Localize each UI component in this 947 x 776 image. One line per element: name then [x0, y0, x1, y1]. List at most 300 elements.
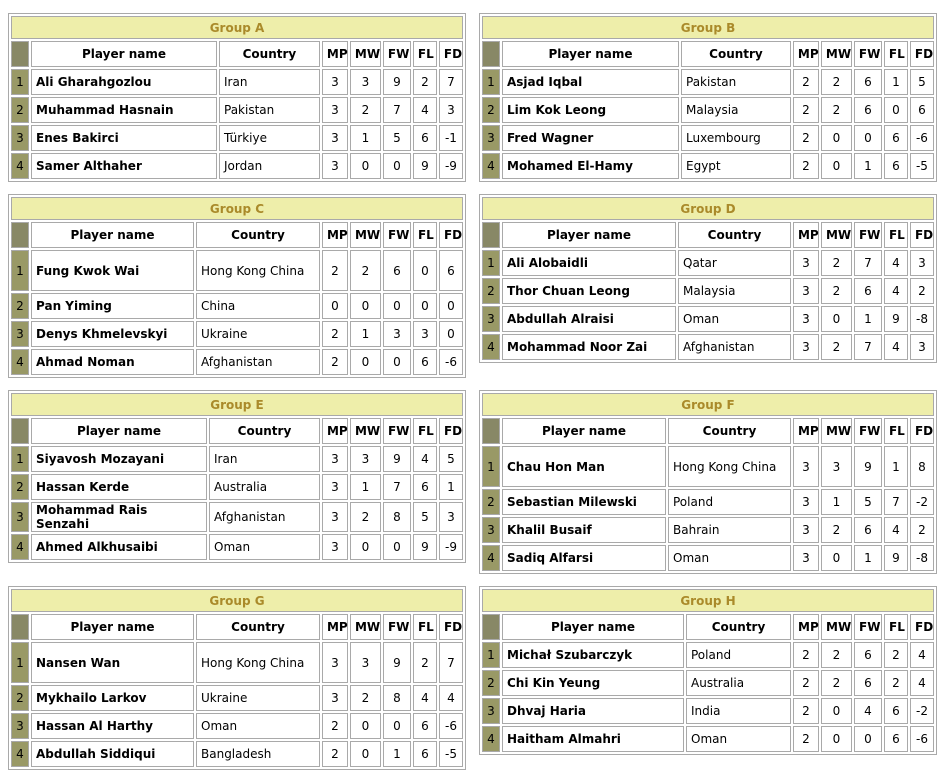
fw-cell: 7	[383, 474, 411, 500]
fw-cell: 0	[383, 293, 411, 319]
rank-cell: 2	[482, 489, 500, 515]
table-row	[482, 97, 934, 123]
mw-cell: 0	[350, 153, 381, 179]
fl-cell: 2	[884, 670, 908, 696]
standings-group-g	[8, 586, 466, 770]
mp-cell: 3	[322, 97, 348, 123]
table-row	[482, 446, 934, 487]
fd-header: FD	[910, 418, 934, 444]
player-name-header: Player name	[502, 614, 684, 640]
player-name-cell: Ali Gharahgozlou	[31, 69, 217, 95]
rank-cell: 4	[482, 153, 500, 179]
fw-cell: 0	[383, 534, 411, 560]
fw-cell: 6	[383, 250, 411, 291]
player-name-header: Player name	[31, 41, 217, 67]
fd-cell: 7	[439, 642, 463, 683]
player-name-cell: Lim Kok Leong	[502, 97, 679, 123]
rank-cell: 2	[482, 97, 500, 123]
fw-cell: 0	[383, 153, 411, 179]
country-header: Country	[196, 614, 320, 640]
player-name-cell: Dhvaj Haria	[502, 698, 684, 724]
mw-cell: 2	[821, 517, 852, 543]
fl-cell: 4	[413, 446, 437, 472]
mp-cell: 3	[322, 69, 348, 95]
mw-cell: 2	[821, 250, 852, 276]
fl-cell: 1	[884, 69, 908, 95]
country-header: Country	[668, 418, 791, 444]
fw-cell: 1	[854, 306, 882, 332]
mw-header: MW	[821, 614, 852, 640]
fw-cell: 9	[854, 446, 882, 487]
mw-cell: 2	[821, 69, 852, 95]
country-cell: Oman	[686, 726, 791, 752]
mp-header: MP	[322, 418, 348, 444]
country-cell: Qatar	[678, 250, 791, 276]
mp-cell: 3	[322, 642, 348, 683]
fd-cell: 0	[439, 293, 463, 319]
mw-cell: 0	[350, 293, 381, 319]
player-name-cell: Samer Althaher	[31, 153, 217, 179]
table-row	[11, 349, 463, 375]
standings-group-e	[8, 390, 466, 563]
mw-header: MW	[821, 418, 852, 444]
rank-header	[482, 41, 500, 67]
mw-cell: 2	[350, 502, 381, 532]
mp-header: MP	[793, 222, 819, 248]
mp-cell: 3	[322, 153, 348, 179]
fw-cell: 5	[383, 125, 411, 151]
country-cell: Jordan	[219, 153, 320, 179]
country-cell: Malaysia	[681, 97, 791, 123]
mw-cell: 0	[350, 534, 381, 560]
fd-cell: -6	[439, 713, 463, 739]
table-row	[11, 741, 463, 767]
mp-cell: 2	[322, 713, 348, 739]
mp-cell: 2	[793, 726, 819, 752]
mw-cell: 2	[350, 685, 381, 711]
fl-header: FL	[884, 614, 908, 640]
fl-cell: 9	[413, 534, 437, 560]
fd-cell: -6	[910, 125, 934, 151]
mp-header: MP	[793, 614, 819, 640]
rank-cell: 3	[11, 125, 29, 151]
fd-cell: 6	[439, 250, 463, 291]
table-row	[11, 97, 463, 123]
mp-cell: 2	[793, 97, 819, 123]
rank-cell: 1	[11, 642, 29, 683]
player-name-cell: Sadiq Alfarsi	[502, 545, 666, 571]
fl-cell: 6	[884, 726, 908, 752]
fd-cell: -6	[439, 349, 463, 375]
fw-cell: 0	[383, 349, 411, 375]
rank-header	[482, 418, 500, 444]
fd-cell: -2	[910, 489, 934, 515]
standings-group-c	[8, 194, 466, 378]
mp-header: MP	[793, 418, 819, 444]
mp-cell: 2	[322, 741, 348, 767]
fl-cell: 6	[413, 741, 437, 767]
rank-header	[482, 614, 500, 640]
mp-cell: 2	[793, 69, 819, 95]
player-name-cell: Nansen Wan	[31, 642, 194, 683]
fw-header: FW	[383, 614, 411, 640]
mp-header: MP	[322, 222, 348, 248]
mw-cell: 2	[350, 250, 381, 291]
player-name-cell: Pan Yiming	[31, 293, 194, 319]
country-header: Country	[209, 418, 320, 444]
country-header: Country	[196, 222, 320, 248]
country-cell: Hong Kong China	[196, 642, 320, 683]
fd-header: FD	[910, 614, 934, 640]
mp-cell: 3	[793, 306, 819, 332]
fl-header: FL	[413, 418, 437, 444]
fd-cell: 0	[439, 321, 463, 347]
fl-header: FL	[413, 222, 437, 248]
fw-cell: 1	[854, 153, 882, 179]
fd-header: FD	[439, 614, 463, 640]
group-title: Group A	[11, 16, 463, 39]
mw-header: MW	[821, 41, 852, 67]
fd-cell: 8	[910, 446, 934, 487]
mp-header: MP	[322, 614, 348, 640]
mw-cell: 0	[821, 545, 852, 571]
player-name-header: Player name	[31, 614, 194, 640]
table-row	[482, 334, 934, 360]
table-row	[11, 153, 463, 179]
table-row	[482, 489, 934, 515]
country-cell: Ukraine	[196, 685, 320, 711]
mw-header: MW	[350, 418, 381, 444]
country-cell: Iran	[209, 446, 320, 472]
player-name-cell: Michał Szubarczyk	[502, 642, 684, 668]
mp-cell: 2	[793, 125, 819, 151]
table-row	[482, 642, 934, 668]
player-name-header: Player name	[31, 418, 207, 444]
mw-cell: 1	[821, 489, 852, 515]
fw-header: FW	[854, 614, 882, 640]
rank-header	[482, 222, 500, 248]
mp-cell: 2	[793, 642, 819, 668]
group-title: Group H	[482, 589, 934, 612]
mp-cell: 3	[322, 125, 348, 151]
fd-cell: 5	[439, 446, 463, 472]
fd-cell: 4	[439, 685, 463, 711]
country-cell: Afghanistan	[196, 349, 320, 375]
fd-cell: -5	[439, 741, 463, 767]
table-row	[11, 474, 463, 500]
fw-cell: 6	[854, 670, 882, 696]
rank-cell: 2	[11, 685, 29, 711]
player-name-cell: Khalil Busaif	[502, 517, 666, 543]
fd-cell: -1	[439, 125, 463, 151]
mp-cell: 3	[322, 534, 348, 560]
mw-cell: 0	[350, 713, 381, 739]
mw-header: MW	[350, 222, 381, 248]
country-cell: Australia	[209, 474, 320, 500]
fd-cell: -8	[910, 545, 934, 571]
fw-cell: 1	[854, 545, 882, 571]
player-name-cell: Abdullah Alraisi	[502, 306, 676, 332]
fl-cell: 1	[884, 446, 908, 487]
rank-cell: 1	[11, 69, 29, 95]
country-cell: Afghanistan	[209, 502, 320, 532]
fl-cell: 5	[413, 502, 437, 532]
rank-header	[11, 41, 29, 67]
fd-cell: 3	[439, 502, 463, 532]
table-row	[482, 670, 934, 696]
table-row	[482, 125, 934, 151]
country-cell: Oman	[678, 306, 791, 332]
fl-cell: 6	[413, 713, 437, 739]
mw-cell: 3	[350, 642, 381, 683]
table-row	[482, 69, 934, 95]
mp-cell: 3	[322, 474, 348, 500]
fl-cell: 4	[884, 250, 908, 276]
fl-cell: 9	[884, 306, 908, 332]
player-name-cell: Asjad Iqbal	[502, 69, 679, 95]
fl-cell: 4	[413, 685, 437, 711]
standings-group-b	[479, 13, 937, 182]
fw-header: FW	[383, 222, 411, 248]
fd-cell: 2	[910, 517, 934, 543]
table-row	[482, 306, 934, 332]
mw-cell: 2	[821, 278, 852, 304]
fl-header: FL	[413, 614, 437, 640]
country-cell: Australia	[686, 670, 791, 696]
rank-header	[11, 418, 29, 444]
fd-cell: 3	[910, 250, 934, 276]
fd-cell: -6	[910, 726, 934, 752]
fl-cell: 0	[884, 97, 908, 123]
fd-cell: -9	[439, 534, 463, 560]
fl-header: FL	[884, 41, 908, 67]
mw-cell: 0	[350, 349, 381, 375]
fw-cell: 6	[854, 517, 882, 543]
mp-cell: 3	[793, 334, 819, 360]
rank-cell: 2	[482, 670, 500, 696]
table-row	[11, 293, 463, 319]
fl-header: FL	[884, 222, 908, 248]
fw-cell: 6	[854, 69, 882, 95]
mw-cell: 0	[821, 153, 852, 179]
mp-header: MP	[322, 41, 348, 67]
fl-cell: 6	[413, 125, 437, 151]
fl-cell: 6	[413, 349, 437, 375]
table-row	[482, 698, 934, 724]
rank-cell: 3	[482, 517, 500, 543]
country-header: Country	[678, 222, 791, 248]
mp-cell: 3	[322, 446, 348, 472]
country-cell: Iran	[219, 69, 320, 95]
player-name-cell: Sebastian Milewski	[502, 489, 666, 515]
table-row	[11, 125, 463, 151]
rank-cell: 4	[482, 726, 500, 752]
fw-cell: 4	[854, 698, 882, 724]
fw-cell: 6	[854, 97, 882, 123]
rank-cell: 2	[482, 278, 500, 304]
fw-header: FW	[383, 41, 411, 67]
fl-cell: 6	[884, 125, 908, 151]
standings-group-f	[479, 390, 937, 574]
fw-cell: 0	[383, 713, 411, 739]
player-name-cell: Abdullah Siddiqui	[31, 741, 194, 767]
country-cell: China	[196, 293, 320, 319]
fw-cell: 3	[383, 321, 411, 347]
player-name-cell: Ahmad Noman	[31, 349, 194, 375]
mp-cell: 3	[793, 545, 819, 571]
fl-cell: 6	[884, 698, 908, 724]
fd-cell: 4	[910, 670, 934, 696]
mp-cell: 3	[793, 250, 819, 276]
mp-cell: 3	[793, 517, 819, 543]
country-cell: Malaysia	[678, 278, 791, 304]
mw-cell: 2	[350, 97, 381, 123]
player-name-cell: Enes Bakirci	[31, 125, 217, 151]
country-cell: Ukraine	[196, 321, 320, 347]
fd-cell: -8	[910, 306, 934, 332]
table-row	[482, 726, 934, 752]
table-row	[11, 321, 463, 347]
fd-cell: 6	[910, 97, 934, 123]
country-cell: Luxembourg	[681, 125, 791, 151]
standings-group-a	[8, 13, 466, 182]
rank-cell: 4	[11, 534, 29, 560]
mw-cell: 2	[821, 670, 852, 696]
table-row	[482, 517, 934, 543]
table-row	[11, 713, 463, 739]
rank-cell: 2	[11, 293, 29, 319]
player-name-cell: Mohammad Rais Senzahi	[31, 502, 207, 532]
mw-cell: 1	[350, 125, 381, 151]
mw-cell: 0	[821, 698, 852, 724]
table-row	[11, 69, 463, 95]
fd-cell: 5	[910, 69, 934, 95]
mw-cell: 2	[821, 97, 852, 123]
rank-cell: 3	[482, 698, 500, 724]
fw-cell: 5	[854, 489, 882, 515]
rank-cell: 4	[11, 153, 29, 179]
rank-cell: 2	[11, 97, 29, 123]
fw-cell: 7	[854, 250, 882, 276]
mp-cell: 3	[322, 685, 348, 711]
mw-cell: 1	[350, 474, 381, 500]
mp-cell: 2	[322, 349, 348, 375]
mw-cell: 1	[350, 321, 381, 347]
rank-cell: 4	[11, 741, 29, 767]
player-name-cell: Chau Hon Man	[502, 446, 666, 487]
country-cell: Hong Kong China	[668, 446, 791, 487]
rank-cell: 3	[482, 125, 500, 151]
table-row	[11, 685, 463, 711]
fd-cell: -9	[439, 153, 463, 179]
country-cell: Poland	[686, 642, 791, 668]
country-cell: India	[686, 698, 791, 724]
mp-header: MP	[793, 41, 819, 67]
fl-cell: 0	[413, 250, 437, 291]
country-cell: Egypt	[681, 153, 791, 179]
player-name-cell: Fung Kwok Wai	[31, 250, 194, 291]
player-name-cell: Hassan Al Harthy	[31, 713, 194, 739]
table-row	[11, 446, 463, 472]
mp-cell: 2	[322, 321, 348, 347]
country-cell: Bahrain	[668, 517, 791, 543]
group-title: Group B	[482, 16, 934, 39]
player-name-header: Player name	[502, 418, 666, 444]
mw-cell: 3	[350, 69, 381, 95]
country-cell: Türkiye	[219, 125, 320, 151]
player-name-cell: Ali Alobaidli	[502, 250, 676, 276]
fl-cell: 9	[884, 545, 908, 571]
fw-cell: 8	[383, 502, 411, 532]
country-cell: Pakistan	[681, 69, 791, 95]
table-row	[11, 534, 463, 560]
fl-cell: 6	[884, 153, 908, 179]
player-name-cell: Haitham Almahri	[502, 726, 684, 752]
fl-header: FL	[884, 418, 908, 444]
rank-cell: 4	[482, 334, 500, 360]
group-title: Group G	[11, 589, 463, 612]
group-title: Group F	[482, 393, 934, 416]
rank-header	[11, 614, 29, 640]
fd-header: FD	[910, 41, 934, 67]
mw-cell: 2	[821, 642, 852, 668]
fl-cell: 7	[884, 489, 908, 515]
fl-cell: 6	[413, 474, 437, 500]
table-row	[482, 278, 934, 304]
fl-cell: 4	[884, 517, 908, 543]
mw-header: MW	[821, 222, 852, 248]
rank-cell: 4	[482, 545, 500, 571]
player-name-cell: Thor Chuan Leong	[502, 278, 676, 304]
fl-cell: 4	[413, 97, 437, 123]
fl-header: FL	[413, 41, 437, 67]
fw-header: FW	[854, 222, 882, 248]
fd-cell: 2	[910, 278, 934, 304]
country-cell: Poland	[668, 489, 791, 515]
fw-cell: 9	[383, 69, 411, 95]
group-title: Group C	[11, 197, 463, 220]
rank-cell: 1	[482, 69, 500, 95]
fd-header: FD	[439, 222, 463, 248]
rank-cell: 3	[482, 306, 500, 332]
fd-cell: 4	[910, 642, 934, 668]
mp-cell: 3	[793, 278, 819, 304]
fd-header: FD	[439, 41, 463, 67]
country-cell: Afghanistan	[678, 334, 791, 360]
mp-cell: 3	[793, 489, 819, 515]
fw-cell: 6	[854, 642, 882, 668]
mw-cell: 2	[821, 334, 852, 360]
player-name-cell: Denys Khmelevskyi	[31, 321, 194, 347]
mw-cell: 0	[821, 306, 852, 332]
fl-cell: 2	[413, 642, 437, 683]
fw-cell: 9	[383, 642, 411, 683]
mw-cell: 0	[350, 741, 381, 767]
group-title: Group D	[482, 197, 934, 220]
rank-cell: 3	[11, 713, 29, 739]
table-row	[11, 502, 463, 532]
country-header: Country	[681, 41, 791, 67]
country-cell: Oman	[196, 713, 320, 739]
fw-header: FW	[854, 41, 882, 67]
rank-cell: 2	[11, 474, 29, 500]
fw-cell: 7	[383, 97, 411, 123]
fl-cell: 2	[413, 69, 437, 95]
country-cell: Bangladesh	[196, 741, 320, 767]
rank-cell: 1	[11, 446, 29, 472]
player-name-cell: Mohammad Noor Zai	[502, 334, 676, 360]
rank-header	[11, 222, 29, 248]
